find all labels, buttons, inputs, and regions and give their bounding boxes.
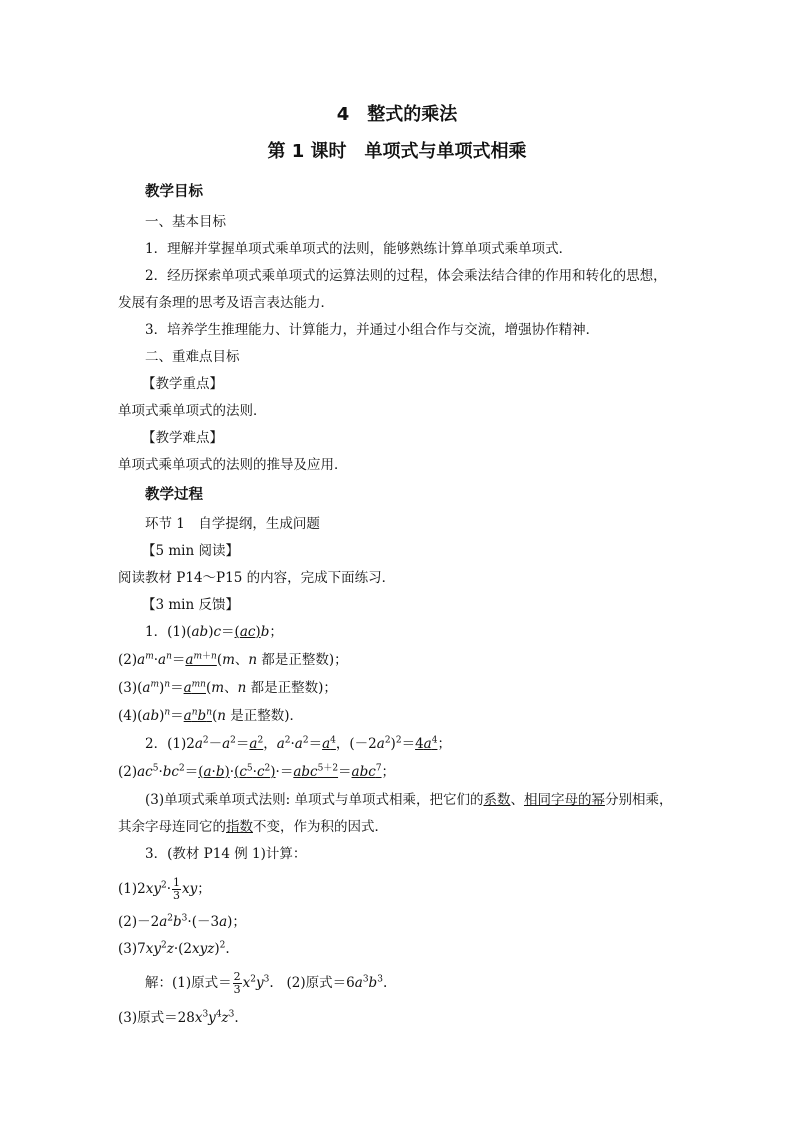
rule-line-1: (3)单项式乘单项式法则: 单项式与单项式相乘，把它们的系数、相同字母的幂分别相乘， [145, 792, 673, 808]
key-point-text: 单项式乘单项式的法则． [118, 403, 267, 419]
solution-1-2: 解：(1)原式＝ $\frac{2}{3}$ $x^2y^3$. (2)原式$=6a^3b^3$. [145, 970, 388, 996]
goal-3: 3．培养学生推理能力、计算能力，并通过小组合作与交流，增强协作精神． [145, 322, 600, 338]
basic-goals-heading: 一、基本目标 [145, 214, 226, 230]
heading-teaching-process: 教学过程 [145, 487, 203, 503]
goal-2-line-1: 2．经历探索单项式乘单项式的运算法则的过程，体会乘法结合律的作用和转化的思想， [145, 268, 667, 284]
exercise-1-4: $(4)(ab)^n=a^nb^n(n$ 是正整数)． [118, 707, 304, 724]
exercise-1-2: $(2)a^m\cdot a^n=a^{m+n}(m$、n 都是正整数)； [118, 651, 348, 668]
solution-3: (3)原式$=28x^3y^4z^3$. [118, 1009, 239, 1026]
fraction-two-thirds: $\frac{2}{3}$ [233, 970, 241, 996]
exercise-2-1: 2．$(1)2a^2-a^2=a^2$，$a^2\cdot a^2=a^4$，$(-2a^2)^2=4a^4$； [145, 735, 451, 752]
term-coefficient: 系数 [483, 792, 511, 808]
lesson-subtitle: 第 1 课时 单项式与单项式相乘 [267, 141, 527, 162]
exercise-1-1: 1．(1)(ab)c＝(ac)b； [145, 624, 283, 640]
rule-line-2: 其余字母连同它的指数不变，作为积的因式． [118, 819, 388, 835]
feedback-label: 【3 min 反馈】 [142, 597, 239, 613]
step-1-heading: 环节 1 自学提纲，生成问题 [145, 516, 320, 532]
exercise-3-1: $(1)2xy^2\cdot$ $\frac{1}{3}$ xy； [118, 876, 211, 902]
heading-teaching-goals: 教学目标 [145, 184, 203, 200]
exercise-1-3: $(3)(a^m)^n=a^{mn}(m$、n 都是正整数)； [118, 679, 337, 696]
fraction-one-third: $\frac{1}{3}$ [173, 876, 180, 902]
difficulty-label: 【教学难点】 [142, 430, 223, 446]
exercise-3-heading: 3．(教材 P14 例 1)计算： [145, 846, 307, 862]
reading-label: 【5 min 阅读】 [142, 543, 239, 559]
lesson-title: 4 整式的乘法 [336, 104, 458, 125]
term-same-letter-power: 相同字母的幂 [523, 792, 605, 808]
term-exponent: 指数 [226, 819, 253, 835]
goal-1: 1．理解并掌握单项式乘单项式的法则，能够熟练计算单项式乘单项式． [145, 241, 573, 257]
difficulty-text: 单项式乘单项式的法则的推导及应用． [118, 457, 348, 473]
key-point-label: 【教学重点】 [142, 376, 223, 392]
exercise-2-2: $(2)ac^5\cdot bc^2=(a\cdot b)\cdot(c^5\cdot c^2)\cdot=abc^{5+2}=abc^7$； [118, 763, 396, 780]
key-goals-heading: 二、重难点目标 [145, 349, 240, 365]
goal-2-line-2: 发展有条理的思考及语言表达能力． [118, 295, 334, 311]
exercise-3-2: $(2)-2a^2b^3\cdot(-3a)$； [118, 913, 246, 930]
reading-text: 阅读教材 P14～P15 的内容，完成下面练习． [118, 570, 396, 586]
exercise-3-3: $(3)7xy^2z\cdot(2xyz)^2$. [118, 940, 230, 957]
